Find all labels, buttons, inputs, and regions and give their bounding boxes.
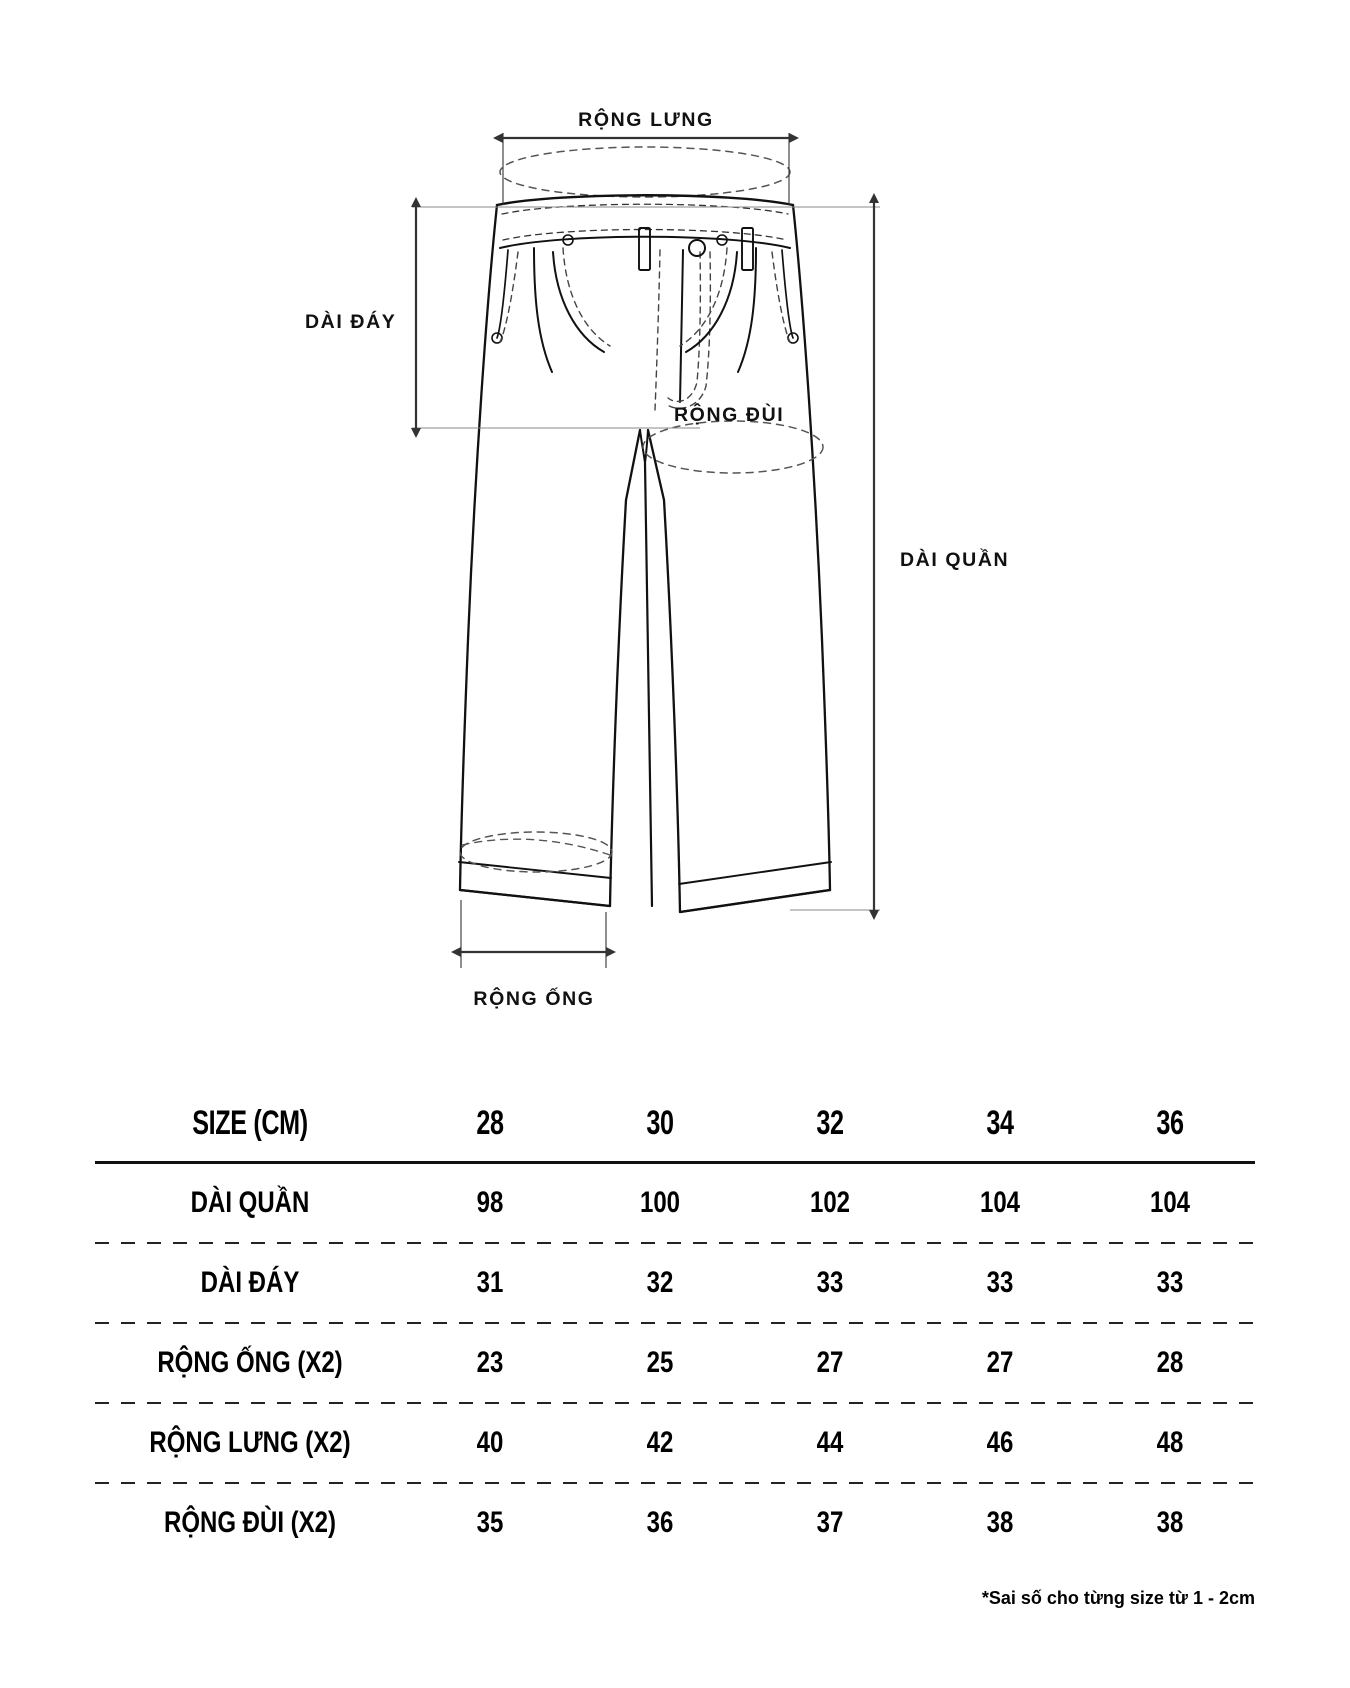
table-row: [95, 1484, 1255, 1562]
row-value: 32: [646, 1266, 674, 1299]
header-size-30: 30: [646, 1104, 674, 1142]
header-size-label: SIZE (CM): [192, 1104, 308, 1142]
row-value: 40: [476, 1426, 504, 1459]
row-value: 35: [476, 1506, 504, 1539]
table-row: [95, 1244, 1255, 1322]
header-size-34: 34: [986, 1104, 1014, 1142]
footnote-tolerance: *Sai số cho từng size từ 1 - 2cm: [981, 1588, 1255, 1608]
row-label: RỘNG LƯNG (X2): [149, 1426, 351, 1459]
row-value: 104: [979, 1186, 1021, 1219]
label-leg-opening: RỘNG ỐNG: [473, 988, 595, 1010]
table-row: [95, 1163, 1255, 1243]
row-value: 42: [646, 1426, 674, 1459]
row-value: 23: [476, 1346, 504, 1379]
row-label: DÀI ĐÁY: [200, 1266, 300, 1299]
row-value: 36: [646, 1506, 674, 1539]
row-value: 33: [1156, 1266, 1184, 1299]
row-label: RỘNG ỐNG (X2): [157, 1346, 343, 1379]
row-value: 102: [809, 1186, 851, 1219]
row-value: 25: [646, 1346, 674, 1379]
row-value: 98: [476, 1186, 504, 1219]
table-row: [95, 1404, 1255, 1482]
row-value: 27: [986, 1346, 1014, 1379]
row-value: 44: [816, 1426, 844, 1459]
row-value: 27: [816, 1346, 844, 1379]
size-table: [95, 1092, 1255, 1562]
row-value: 31: [476, 1266, 504, 1299]
row-value: 100: [639, 1186, 681, 1219]
header-size-36: 36: [1156, 1104, 1184, 1142]
table-header-row: [95, 1092, 1255, 1163]
row-label: RỘNG ĐÙI (X2): [163, 1506, 336, 1539]
table-row: [95, 1324, 1255, 1402]
row-value: 28: [1156, 1346, 1184, 1379]
row-value: 33: [986, 1266, 1014, 1299]
label-thigh-width: RỘNG ĐÙI: [674, 404, 785, 426]
row-value: 48: [1156, 1426, 1184, 1459]
label-rise-length: DÀI ĐÁY: [305, 311, 397, 333]
row-value: 38: [986, 1506, 1014, 1539]
label-pant-length: DÀI QUẦN: [900, 549, 1010, 571]
row-value: 46: [986, 1426, 1014, 1459]
size-table-container: [95, 1092, 1255, 1562]
row-value: 33: [816, 1266, 844, 1299]
row-value: 104: [1149, 1186, 1191, 1219]
row-value: 37: [816, 1506, 844, 1539]
row-value: 38: [1156, 1506, 1184, 1539]
label-waist-width: RỘNG LƯNG: [578, 109, 714, 131]
row-label: DÀI QUẦN: [190, 1186, 310, 1219]
header-size-32: 32: [816, 1104, 844, 1142]
header-size-28: 28: [476, 1104, 504, 1142]
